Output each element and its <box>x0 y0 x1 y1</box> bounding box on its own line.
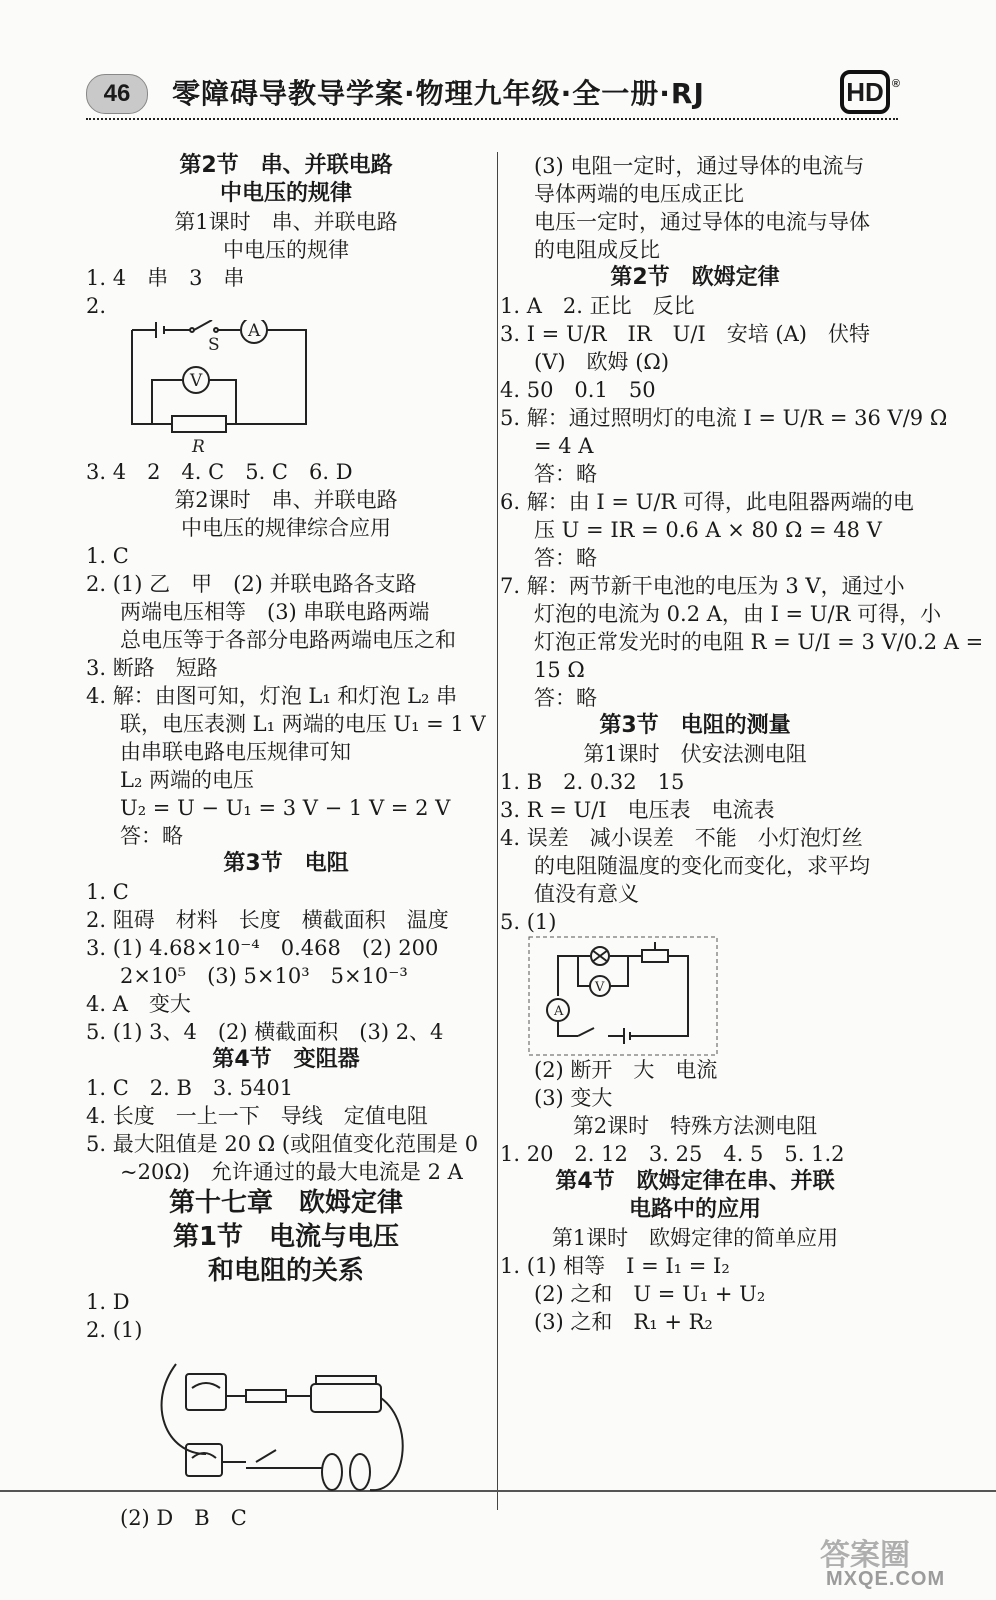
answer-line: 值没有意义 <box>534 882 639 906</box>
lesson-heading: 第1课时 串、并联电路 <box>174 210 398 234</box>
answer-line: 2. 阻碍 材料 长度 横截面积 温度 <box>86 908 449 932</box>
left-column <box>86 152 486 1532</box>
answer-line: 答：略 <box>120 824 183 848</box>
answer-line: 15 Ω <box>534 658 585 682</box>
answer-line: (2) 之和 U = U₁ + U₂ <box>534 1282 766 1306</box>
answer-line: 3. 断路 短路 <box>86 656 218 680</box>
answer-line: 4. 长度 一上一下 导线 定值电阻 <box>86 1104 428 1128</box>
answer-line: 1. C 2. B 3. 5401 <box>86 1076 294 1100</box>
answer-line: 3. 4 2 4. C 5. C 6. D <box>86 460 353 484</box>
answer-line: 答：略 <box>534 686 597 710</box>
answer-line: 1. 20 2. 12 3. 25 4. 5 5. 1.2 <box>500 1142 845 1166</box>
lesson-heading: 中电压的规律综合应用 <box>181 516 391 540</box>
answer-line: L₂ 两端的电压 <box>120 768 255 792</box>
section-heading: 第1节 电流与电压 <box>172 1222 400 1252</box>
answer-line: 5. 解：通过照明灯的电流 I = U/R = 36 V/9 Ω <box>500 406 948 430</box>
answer-line: 3. I = U/R IR U/I 安培 (A) 伏特 <box>500 322 870 346</box>
answer-line: (2) D B C <box>120 1506 247 1530</box>
answer-line: 6. 解：由 I = U/R 可得，此电阻器两端的电 <box>500 490 914 514</box>
lesson-heading: 中电压的规律 <box>223 238 349 262</box>
voltmeter-label: V <box>595 980 605 995</box>
section-heading: 第十七章 欧姆定律 <box>168 1188 403 1218</box>
answer-line: 总电压等于各部分电路两端电压之和 <box>120 628 456 652</box>
answer-line: U₂ = U − U₁ = 3 V − 1 V = 2 V <box>120 796 451 820</box>
page-header <box>0 0 996 122</box>
answer-line: 灯泡正常发光时的电阻 R = U/I = 3 V/0.2 A = <box>534 630 984 654</box>
ammeter-label: A <box>248 321 261 341</box>
circuit2-figure <box>500 936 890 1056</box>
answer-line: 两端电压相等 (3) 串联电路两端 <box>120 600 430 624</box>
ammeter-label: A <box>554 1004 564 1019</box>
answer-line: 答：略 <box>534 462 597 486</box>
answer-line: 的电阻成反比 <box>534 238 660 262</box>
section-heading: 第4节 欧姆定律在串、并联 <box>555 1169 835 1194</box>
answer-line: = 4 A <box>534 434 594 458</box>
answer-line: 5. (1) 3、4 (2) 横截面积 (3) 2、4 <box>86 1020 444 1044</box>
answer-line: 7. 解：两节新干电池的电压为 3 V，通过小 <box>500 574 905 598</box>
voltmeter-label: V <box>190 371 203 391</box>
answer-line: 1. C <box>86 880 129 904</box>
resistor-label: R <box>192 437 205 457</box>
answer-line: 3. (1) 4.68×10⁻⁴ 0.468 (2) 200 <box>86 936 439 960</box>
answer-line: 1. (1) 相等 I = I₁ = I₂ <box>500 1254 730 1278</box>
right-column <box>500 152 984 1336</box>
answer-line: 4. 误差 减小误差 不能 小灯泡灯丝 <box>500 826 863 850</box>
answer-line: 2. (1) <box>86 1318 143 1342</box>
section-heading: 第3节 电阻 <box>223 851 349 876</box>
answer-line: 1. B 2. 0.32 15 <box>500 770 685 794</box>
answer-line: ~20Ω) 允许通过的最大电流是 2 A <box>120 1160 463 1184</box>
section-heading: 中电压的规律 <box>219 181 352 206</box>
answer-line: 1. A 2. 正比 反比 <box>500 294 695 318</box>
page-number: 46 <box>86 74 148 114</box>
answer-line: 4. 解：由图可知，灯泡 L₁ 和灯泡 L₂ 串 <box>86 684 458 708</box>
publisher-logo: HD ® <box>840 70 890 114</box>
answer-line: 1. 4 串 3 串 <box>86 266 245 290</box>
answer-line: 1. C <box>86 544 129 568</box>
answer-line: 4. 50 0.1 50 <box>500 378 656 402</box>
circuit1-figure <box>86 320 486 458</box>
answer-line: 5. (1) <box>500 910 557 934</box>
answer-line: 2. <box>86 294 107 318</box>
apparatus1-figure <box>86 1344 486 1504</box>
answer-line: 答：略 <box>534 546 597 570</box>
section-heading: 电路中的应用 <box>628 1197 761 1222</box>
answer-line: 联，电压表测 L₁ 两端的电压 U₁ = 1 V <box>120 712 486 736</box>
answer-line: 压 U = IR = 0.6 A × 80 Ω = 48 V <box>534 518 882 542</box>
answer-line: 电压一定时，通过导体的电流与导体 <box>534 210 870 234</box>
header-divider <box>86 118 898 120</box>
lesson-heading: 第2课时 串、并联电路 <box>174 488 398 512</box>
answer-line: (2) 断开 大 电流 <box>534 1058 718 1082</box>
lesson-heading: 第1课时 欧姆定律的简单应用 <box>551 1226 839 1250</box>
answer-line: 3. R = U/I 电压表 电流表 <box>500 798 775 822</box>
answer-line: 1. D <box>86 1290 130 1314</box>
book-title: 零障碍导教导学案·物理九年级·全一册·RJ <box>172 77 705 110</box>
answer-line: (V) 欧姆 (Ω) <box>534 350 670 374</box>
answer-line: (3) 之和 R₁ + R₂ <box>534 1310 713 1334</box>
answer-line: 导体两端的电压成正比 <box>534 182 744 206</box>
watermark-url: MXQE.COM <box>826 1568 946 1590</box>
section-heading: 第2节 串、并联电路 <box>179 153 393 178</box>
answer-line: 5. 最大阻值是 20 Ω (或阻值变化范围是 0 <box>86 1132 479 1156</box>
answer-line: 2×10⁵ (3) 5×10³ 5×10⁻³ <box>120 964 408 988</box>
answer-line: 灯泡的电流为 0.2 A，由 I = U/R 可得，小 <box>534 602 942 626</box>
section-heading: 第2节 欧姆定律 <box>610 265 780 290</box>
column-divider <box>497 152 498 1510</box>
section-heading: 第3节 电阻的测量 <box>599 713 791 738</box>
lesson-heading: 第1课时 伏安法测电阻 <box>583 742 807 766</box>
answer-line: (3) 电阻一定时，通过导体的电流与 <box>534 154 865 178</box>
lesson-heading: 第2课时 特殊方法测电阻 <box>572 1114 818 1138</box>
answer-line: (3) 变大 <box>534 1086 613 1110</box>
answer-line: 2. (1) 乙 甲 (2) 并联电路各支路 <box>86 572 417 596</box>
answer-line: 的电阻随温度的变化而变化，求平均 <box>534 854 870 878</box>
answer-line: 由串联电路电压规律可知 <box>120 740 351 764</box>
answer-line: 4. A 变大 <box>86 992 191 1016</box>
section-heading: 和电阻的关系 <box>207 1256 364 1286</box>
watermark-logo: 答案圈 <box>820 1538 910 1573</box>
section-heading: 第4节 变阻器 <box>212 1047 360 1072</box>
switch-label: S <box>208 335 220 355</box>
